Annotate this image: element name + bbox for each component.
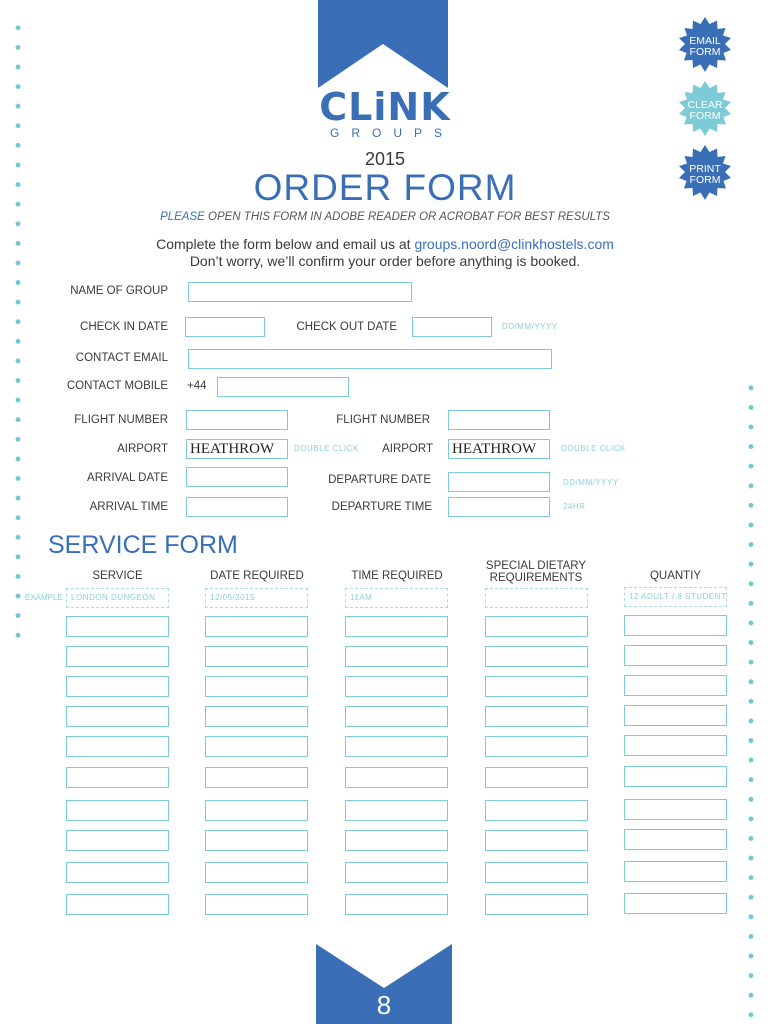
departure-time-format-hint: 24HR bbox=[563, 502, 586, 511]
service-time-field-row-7[interactable] bbox=[345, 800, 448, 821]
service-service-field-row-9[interactable] bbox=[66, 862, 169, 883]
service-time-field-row-3[interactable] bbox=[345, 676, 448, 697]
col-header-time: TIME REQUIRED bbox=[351, 570, 443, 582]
departure-airport-select[interactable]: HEATHROW bbox=[448, 439, 550, 459]
contact-email-field[interactable] bbox=[188, 349, 552, 369]
service-time-field-row-1[interactable] bbox=[345, 616, 448, 637]
group-name-field[interactable] bbox=[188, 282, 412, 302]
service-date-field-row-1[interactable] bbox=[205, 616, 308, 637]
example-date: 12/05/2015 bbox=[205, 588, 308, 608]
reader-note bbox=[0, 211, 770, 223]
service-quantity-field-row-6[interactable] bbox=[624, 766, 727, 787]
check-in-label: CHECK IN DATE bbox=[80, 321, 168, 333]
arrival-airport-hint: DOUBLE CLICK bbox=[294, 444, 359, 453]
service-quantity-field-row-9[interactable] bbox=[624, 861, 727, 882]
service-quantity-field-row-8[interactable] bbox=[624, 829, 727, 850]
logo-subtitle: GROUPS bbox=[330, 126, 455, 140]
service-date-field-row-2[interactable] bbox=[205, 646, 308, 667]
email-form-button[interactable] bbox=[674, 16, 736, 78]
check-out-field[interactable] bbox=[412, 317, 492, 337]
service-service-field-row-10[interactable] bbox=[66, 894, 169, 915]
arrival-airport-label: AIRPORT bbox=[117, 443, 168, 455]
service-dietary-field-row-8[interactable] bbox=[485, 830, 588, 851]
service-service-field-row-1[interactable] bbox=[66, 616, 169, 637]
clear-form-label[interactable]: CLEAR FORM bbox=[687, 99, 723, 122]
service-date-field-row-10[interactable] bbox=[205, 894, 308, 915]
arrival-date-field[interactable] bbox=[186, 467, 288, 487]
service-date-field-row-3[interactable] bbox=[205, 676, 308, 697]
contact-mobile-label: CONTACT MOBILE bbox=[66, 380, 168, 392]
service-service-field-row-5[interactable] bbox=[66, 736, 169, 757]
service-time-field-row-4[interactable] bbox=[345, 706, 448, 727]
service-time-field-row-9[interactable] bbox=[345, 862, 448, 883]
service-service-field-row-2[interactable] bbox=[66, 646, 169, 667]
service-service-field-row-6[interactable] bbox=[66, 767, 169, 788]
service-date-field-row-5[interactable] bbox=[205, 736, 308, 757]
arrival-time-field[interactable] bbox=[186, 497, 288, 517]
decorative-dots-left bbox=[15, 18, 21, 648]
arrival-flight-field[interactable] bbox=[186, 410, 288, 430]
contact-mobile-field[interactable] bbox=[217, 377, 349, 397]
service-quantity-field-row-10[interactable] bbox=[624, 893, 727, 914]
check-in-field[interactable] bbox=[185, 317, 265, 337]
departure-airport-hint: DOUBLE CLICK bbox=[561, 444, 626, 453]
intro-text bbox=[0, 236, 770, 270]
service-dietary-field-row-5[interactable] bbox=[485, 736, 588, 757]
service-quantity-field-row-5[interactable] bbox=[624, 735, 727, 756]
service-quantity-field-row-4[interactable] bbox=[624, 705, 727, 726]
clear-form-button[interactable] bbox=[674, 80, 736, 142]
departure-airport-label: AIRPORT bbox=[382, 443, 433, 455]
service-form-title: SERVICE FORM bbox=[48, 531, 238, 559]
service-date-field-row-9[interactable] bbox=[205, 862, 308, 883]
service-quantity-field-row-3[interactable] bbox=[624, 675, 727, 696]
departure-time-label: DEPARTURE TIME bbox=[331, 501, 432, 513]
service-dietary-field-row-9[interactable] bbox=[485, 862, 588, 883]
service-dietary-field-row-7[interactable] bbox=[485, 800, 588, 821]
service-service-field-row-4[interactable] bbox=[66, 706, 169, 727]
brand-logo bbox=[318, 85, 455, 140]
print-form-label[interactable]: PRINT FORM bbox=[689, 163, 721, 186]
mobile-prefix: +44 bbox=[187, 380, 207, 392]
service-time-field-row-8[interactable] bbox=[345, 830, 448, 851]
service-date-field-row-7[interactable] bbox=[205, 800, 308, 821]
service-quantity-field-row-1[interactable] bbox=[624, 615, 727, 636]
service-dietary-field-row-1[interactable] bbox=[485, 616, 588, 637]
example-quantity: 12 ADULT / 8 STUDENT bbox=[624, 587, 727, 607]
col-header-dietary: SPECIAL DIETARY REQUIREMENTS bbox=[485, 560, 587, 584]
service-date-field-row-4[interactable] bbox=[205, 706, 308, 727]
service-dietary-field-row-10[interactable] bbox=[485, 894, 588, 915]
group-name-label: NAME OF GROUP bbox=[70, 285, 168, 297]
service-quantity-field-row-2[interactable] bbox=[624, 645, 727, 666]
arrival-flight-label: FLIGHT NUMBER bbox=[74, 414, 168, 426]
check-out-label: CHECK OUT DATE bbox=[296, 321, 397, 333]
departure-time-field[interactable] bbox=[448, 497, 550, 517]
reader-note-please: PLEASE bbox=[160, 211, 205, 223]
service-service-field-row-7[interactable] bbox=[66, 800, 169, 821]
contact-email-label: CONTACT EMAIL bbox=[75, 352, 168, 364]
email-form-label[interactable]: EMAIL FORM bbox=[689, 35, 721, 58]
arrival-airport-select[interactable]: HEATHROW bbox=[186, 439, 288, 459]
service-dietary-field-row-2[interactable] bbox=[485, 646, 588, 667]
col-header-quantity: QUANTIY bbox=[649, 570, 702, 582]
service-dietary-field-row-3[interactable] bbox=[485, 676, 588, 697]
service-date-field-row-8[interactable] bbox=[205, 830, 308, 851]
contact-email-link[interactable]: groups.noord@clinkhostels.com bbox=[414, 236, 614, 252]
logo-wordmark: CLiNK bbox=[319, 85, 451, 129]
col-header-date: DATE REQUIRED bbox=[210, 570, 304, 582]
departure-date-label: DEPARTURE DATE bbox=[328, 474, 431, 486]
service-service-field-row-8[interactable] bbox=[66, 830, 169, 851]
service-time-field-row-6[interactable] bbox=[345, 767, 448, 788]
arrival-date-label: ARRIVAL DATE bbox=[87, 472, 168, 484]
check-out-format-hint: DD/MM/YYYY bbox=[502, 322, 558, 331]
example-label: EXAMPLE bbox=[25, 593, 63, 602]
service-service-field-row-3[interactable] bbox=[66, 676, 169, 697]
service-time-field-row-10[interactable] bbox=[345, 894, 448, 915]
intro-line2: Don’t worry, we’ll confirm your order before anything is booked. bbox=[189, 253, 581, 269]
departure-date-format-hint: DD/MM/YYYY bbox=[563, 478, 619, 487]
example-time: 11AM bbox=[345, 588, 448, 608]
departure-flight-label: FLIGHT NUMBER bbox=[336, 414, 430, 426]
service-time-field-row-5[interactable] bbox=[345, 736, 448, 757]
service-quantity-field-row-7[interactable] bbox=[624, 799, 727, 820]
form-year: 2015 bbox=[364, 149, 406, 169]
service-time-field-row-2[interactable] bbox=[345, 646, 448, 667]
departure-flight-field[interactable] bbox=[448, 410, 550, 430]
decorative-dots-right bbox=[748, 378, 754, 1018]
intro-line1: Complete the form below and email us at bbox=[156, 236, 415, 252]
arrival-time-label: ARRIVAL TIME bbox=[89, 501, 168, 513]
service-dietary-field-row-4[interactable] bbox=[485, 706, 588, 727]
reader-note-text: OPEN THIS FORM IN ADOBE READER OR ACROBAT FOR BEST RESULTS bbox=[204, 211, 610, 223]
example-service: LONDON DUNGEON bbox=[66, 588, 169, 608]
departure-date-field[interactable] bbox=[448, 472, 550, 492]
service-dietary-field-row-6[interactable] bbox=[485, 767, 588, 788]
page-number: 8 bbox=[376, 990, 392, 1020]
col-header-service: SERVICE bbox=[92, 570, 143, 582]
top-ribbon bbox=[318, 0, 448, 88]
example-dietary bbox=[485, 588, 588, 608]
service-date-field-row-6[interactable] bbox=[205, 767, 308, 788]
page-title: ORDER FORM bbox=[253, 167, 517, 208]
